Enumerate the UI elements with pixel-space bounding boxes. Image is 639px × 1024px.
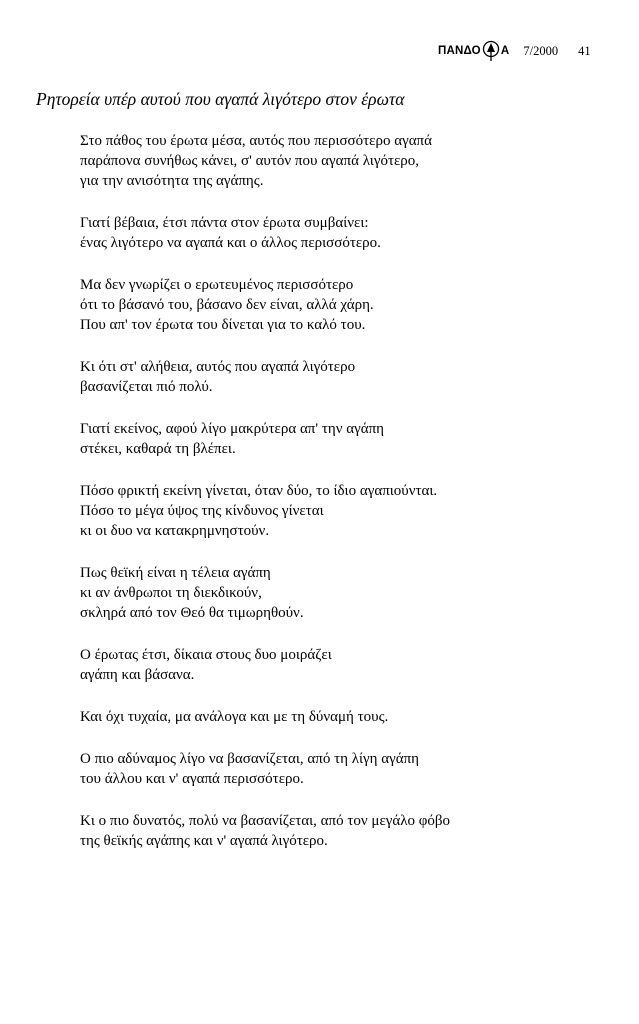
poem-body	[80, 131, 450, 873]
poem-line: Στο πάθος του έρωτα μέσα, αυτός που περισσότερο αγαπά	[80, 133, 432, 149]
poem-line: ότι το βάσανό του, βάσανο δεν είναι, αλλά χάρη.	[80, 297, 374, 313]
poem-line: Κι ότι στ' αλήθεια, αυτός που αγαπά λιγότερο	[80, 359, 356, 375]
poem-line: της θεϊκής αγάπης και ν' αγαπά λιγότερο.	[80, 833, 328, 849]
poem-line: στέκει, καθαρά τη βλέπει.	[80, 441, 236, 457]
poem-line: Πως θεϊκή είναι η τέλεια αγάπη	[80, 565, 271, 581]
stanza	[80, 811, 450, 851]
masthead-text-right: Α	[500, 45, 510, 57]
poem-line: κι οι δυο να κατακρημνηστούν.	[80, 523, 270, 539]
poem-line: Γιατί εκείνος, αφού λίγο μακρύτερα απ' την αγάπη	[80, 421, 384, 437]
stanza	[80, 357, 450, 397]
poem-title: Ρητορεία υπέρ αυτού που αγαπά λιγότερο στον έρωτα	[36, 89, 405, 109]
poem-line: του άλλου και ν' αγαπά περισσότερο.	[80, 771, 304, 787]
poem-line: ένας λιγότερο να αγαπά και ο άλλος περισσότερο.	[80, 235, 381, 251]
poem-line: σκληρά από τον Θεό θα τιμωρηθούν.	[80, 605, 304, 621]
stanza	[80, 213, 450, 253]
poem-line: Πόσο το μέγα ύψος της κίνδυνος γίνεται	[80, 503, 324, 519]
stanza	[80, 131, 450, 191]
stanza	[80, 645, 450, 685]
poem-line: Κι ο πιο δυνατός, πολύ να βασανίζεται, από τον μεγάλο φόβο	[80, 813, 451, 829]
poem-line: αγάπη και βάσανα.	[80, 667, 195, 683]
issue-date: 7/2000	[523, 43, 559, 58]
page-number: 41	[578, 43, 591, 58]
poem-line: Μα δεν γνωρίζει ο ερωτευμένος περισσότερο	[80, 277, 354, 293]
masthead	[438, 40, 509, 62]
page-header	[438, 41, 591, 61]
poem-line: κι αν άνθρωποι τη διεκδικούν,	[80, 585, 262, 601]
poem-line: Ο έρωτας έτσι, δίκαια στους δυο μοιράζει	[80, 647, 332, 663]
stanza	[80, 419, 450, 459]
poem-line: βασανίζεται πιό πολύ.	[80, 379, 213, 395]
poem-line: Και όχι τυχαία, μα ανάλογα και με τη δύναμή τους.	[80, 709, 389, 725]
masthead-text-left: ΠΑΝΔΟ	[438, 45, 481, 57]
stanza	[80, 481, 450, 541]
poem-line: Που απ' τον έρωτα του δίνεται για το καλό του.	[80, 317, 366, 333]
poem-line: για την ανισότητα της αγάπης.	[80, 173, 264, 189]
stanza	[80, 707, 450, 727]
poem-line: παράπονα συνήθως κάνει, σ' αυτόν που αγαπά λιγότερο,	[80, 153, 420, 169]
stanza	[80, 749, 450, 789]
poem-line: Πόσο φρικτή εκείνη γίνεται, όταν δύο, το ίδιο αγαπιούνται.	[80, 483, 438, 499]
candle-in-circle-icon	[482, 40, 500, 62]
poem-line: Γιατί βέβαια, έτσι πάντα στον έρωτα συμβαίνει:	[80, 215, 369, 231]
poem-line: Ο πιο αδύναμος λίγο να βασανίζεται, από τη λίγη αγάπη	[80, 751, 420, 767]
stanza	[80, 275, 450, 335]
stanza	[80, 563, 450, 623]
